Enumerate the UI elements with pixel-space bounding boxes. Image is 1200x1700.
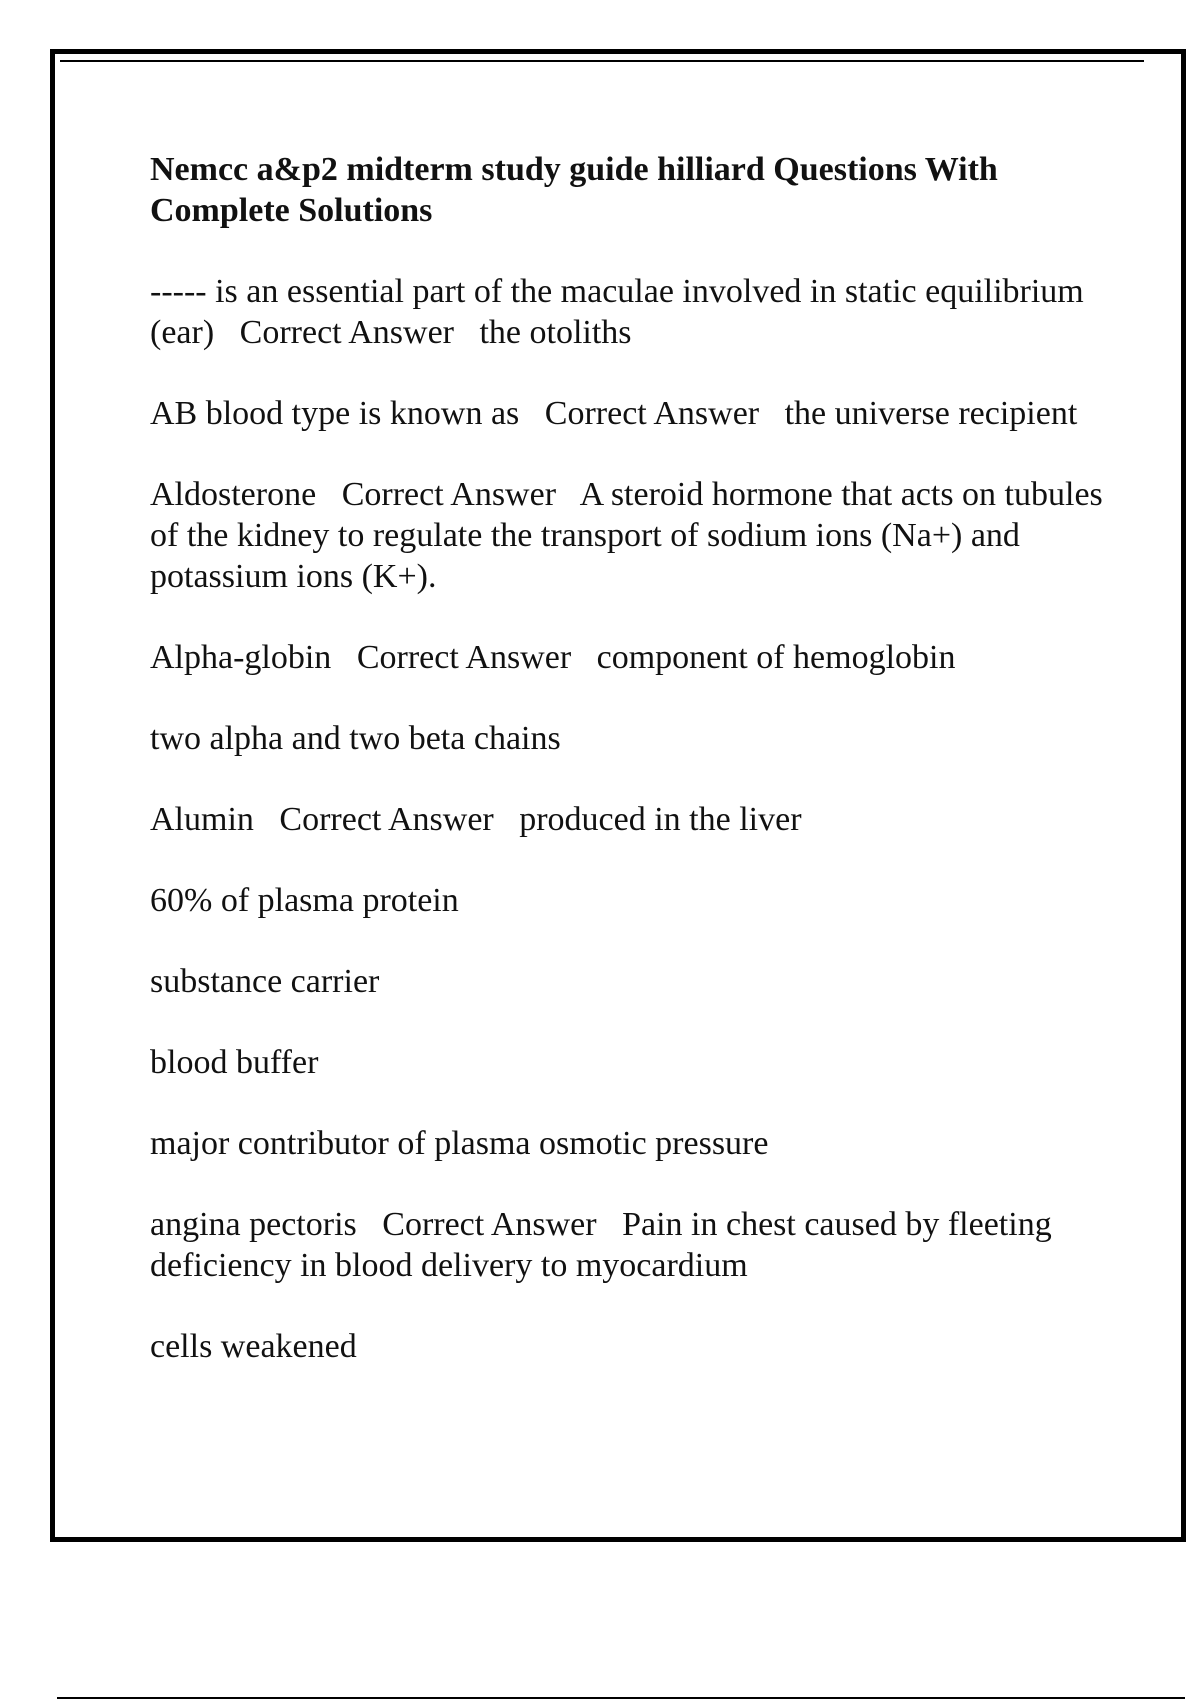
text-line-plasma-protein: 60% of plasma protein [150,882,459,919]
text-line-alpha-beta-chains: two alpha and two beta chains [150,720,561,757]
qa-entry-ab-blood-type [150,393,1120,434]
text-line-substance-carrier: substance carrier [150,963,380,1000]
text-line-osmotic-pressure: major contributor of plasma osmotic pressure [150,1125,769,1162]
frame-top-rule [60,60,1144,62]
answer-label: Correct Answer [239,314,454,351]
entry-answer: A steroid hormone that acts on tubules of the kidney to regulate the transport of sodium ions (Na+) and potassium ions (K+). [150,476,1112,595]
answer-label: Correct Answer [279,801,494,838]
qa-entry-otoliths [150,271,1120,353]
answer-label: Correct Answer [341,476,557,513]
qa-entry-alpha-globin [150,637,1120,678]
answer-label: Correct Answer [382,1206,597,1243]
page-frame [50,49,1186,1542]
entry-term: Alumin [150,801,254,838]
entry-term: ----- is an essential part of the maculae involved in static equilibrium (ear) [150,273,1093,351]
entry-term: angina pectoris [150,1206,357,1243]
entry-answer: produced in the liver [519,801,802,838]
document-title: Nemcc a&p2 midterm study guide hilliard Questions With Complete Solutions [150,151,998,229]
entry-answer: component of hemoglobin [596,639,956,676]
qa-entry-alumin [150,799,1120,840]
text-line-cells-weakened: cells weakened [150,1328,357,1365]
qa-entry-angina-pectoris [150,1204,1120,1286]
entry-term: AB blood type is known as [150,395,520,432]
entry-answer: Pain in chest caused by fleeting deficiency in blood delivery to myocardium [150,1206,1061,1284]
document-content [150,149,1120,1407]
answer-label: Correct Answer [356,639,572,676]
entry-term: Aldosterone [150,476,317,513]
entry-answer: the universe recipient [784,395,1078,432]
entry-answer: the otoliths [479,314,632,351]
qa-entry-aldosterone [150,474,1120,597]
entry-term: Alpha-globin [150,639,332,676]
text-line-blood-buffer: blood buffer [150,1044,319,1081]
bottom-page-rule [57,1697,1185,1699]
answer-label: Correct Answer [544,395,760,432]
